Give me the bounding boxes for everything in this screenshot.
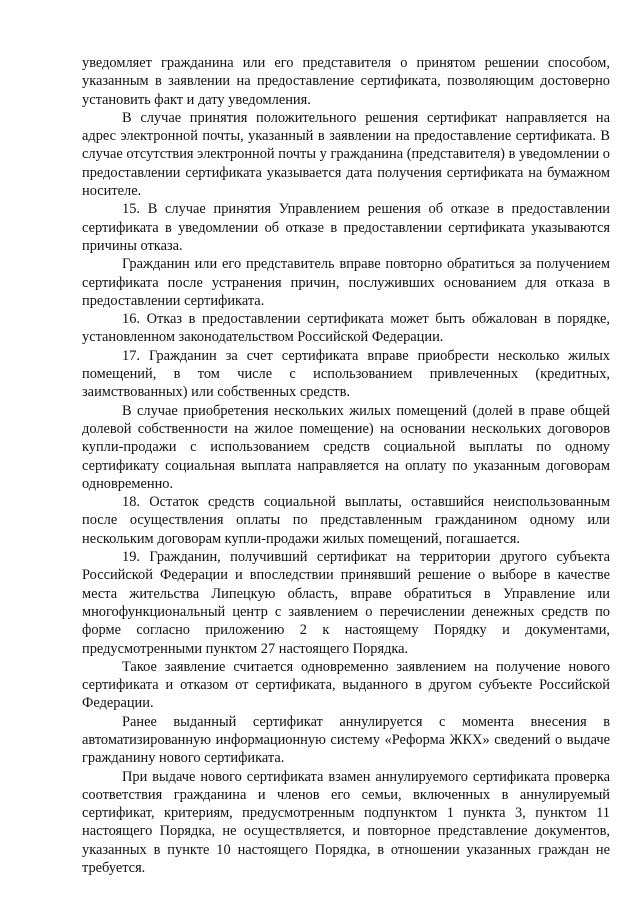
paragraph-application-status: Такое заявление считается одновременно заявлением на получение нового сертификата и отказом от сертификата, выданного в другом субъекте Российской Федерации.	[82, 658, 610, 712]
paragraph-positive-decision: В случае принятия положительного решения сертификат направляется на адрес электронной почты, указанный в заявлении на предоставление сертификата. В случае отсутствия электронной почты у гражданина (представителя) в уведомлении о предоставлении сертификата указывается дата получения сертификата на бумажном носителе.	[82, 109, 610, 200]
paragraph-reapply: Гражданин или его представитель вправе повторно обратиться за получением сертификата после устранения причин, послуживших основанием для отказа в предоставлении сертификата.	[82, 256, 610, 309]
paragraph-several-contracts: В случае приобретения нескольких жилых помещений (долей в праве общей долевой собственности на жилое помещение) на основании нескольких договоров купли-продажи с использованием средств социальной выплаты по одному сертификату социальная выплата направляется на оплату по указанным договорам одновременно.	[82, 402, 610, 492]
paragraph-annulment: Ранее выданный сертификат аннулируется с момента внесения в автоматизированную информационную систему «Реформа ЖКХ» сведений о выдаче гражданину нового сертификата.	[82, 713, 610, 767]
paragraph-15-refusal: 15. В случае принятия Управлением решения об отказе в предоставлении сертификата в уведомлении об отказе в предоставлении сертификата указываются причины отказа.	[82, 201, 610, 254]
paragraph-16-appeal: 16. Отказ в предоставлении сертификата может быть обжалован в порядке, установленном законодательством Российской Федерации.	[82, 311, 610, 346]
paragraph-18-remainder: 18. Остаток средств социальной выплаты, оставшийся неиспользованным после осуществления оплаты по представленным гражданином одному или нескольким договорам купли-продажи жилых помещений, погашается.	[82, 494, 610, 547]
paragraph-new-certificate-check: При выдаче нового сертификата взамен аннулируемого сертификата проверка соответствия гражданина и членов его семьи, включенных в аннулируемый сертификат, критериям, предусмотренным подпунктом 1 пункта 3, пунктом 11 настоящего Порядка, не осуществляется, и повторное представление документов, указанных в пункте 10 настоящего Порядка, в отношении указанных граждан не требуется.	[82, 768, 610, 877]
paragraph-notification-method: уведомляет гражданина или его представителя о принятом решении способом, указанным в заявлении на предоставление сертификата, позволяющим достоверно установить факт и дату уведомления.	[82, 55, 610, 108]
paragraph-19-other-region: 19. Гражданин, получивший сертификат на территории другого субъекта Российской Федерации и впоследствии принявший решение о выборе в качестве места жительства Липецкую область, вправе обратиться в Управление или многофункциональный центр с заявлением о перечислении денежных средств по форме согласно приложению 2 к настоящему Порядку и документами, предусмотренными пунктом 27 настоящего Порядка.	[82, 549, 610, 657]
paragraph-17-several-dwellings: 17. Гражданин за счет сертификата вправе приобрести несколько жилых помещений, в том числе с использованием привлеченных (кредитных, заимствованных) или собственных средств.	[82, 347, 610, 401]
